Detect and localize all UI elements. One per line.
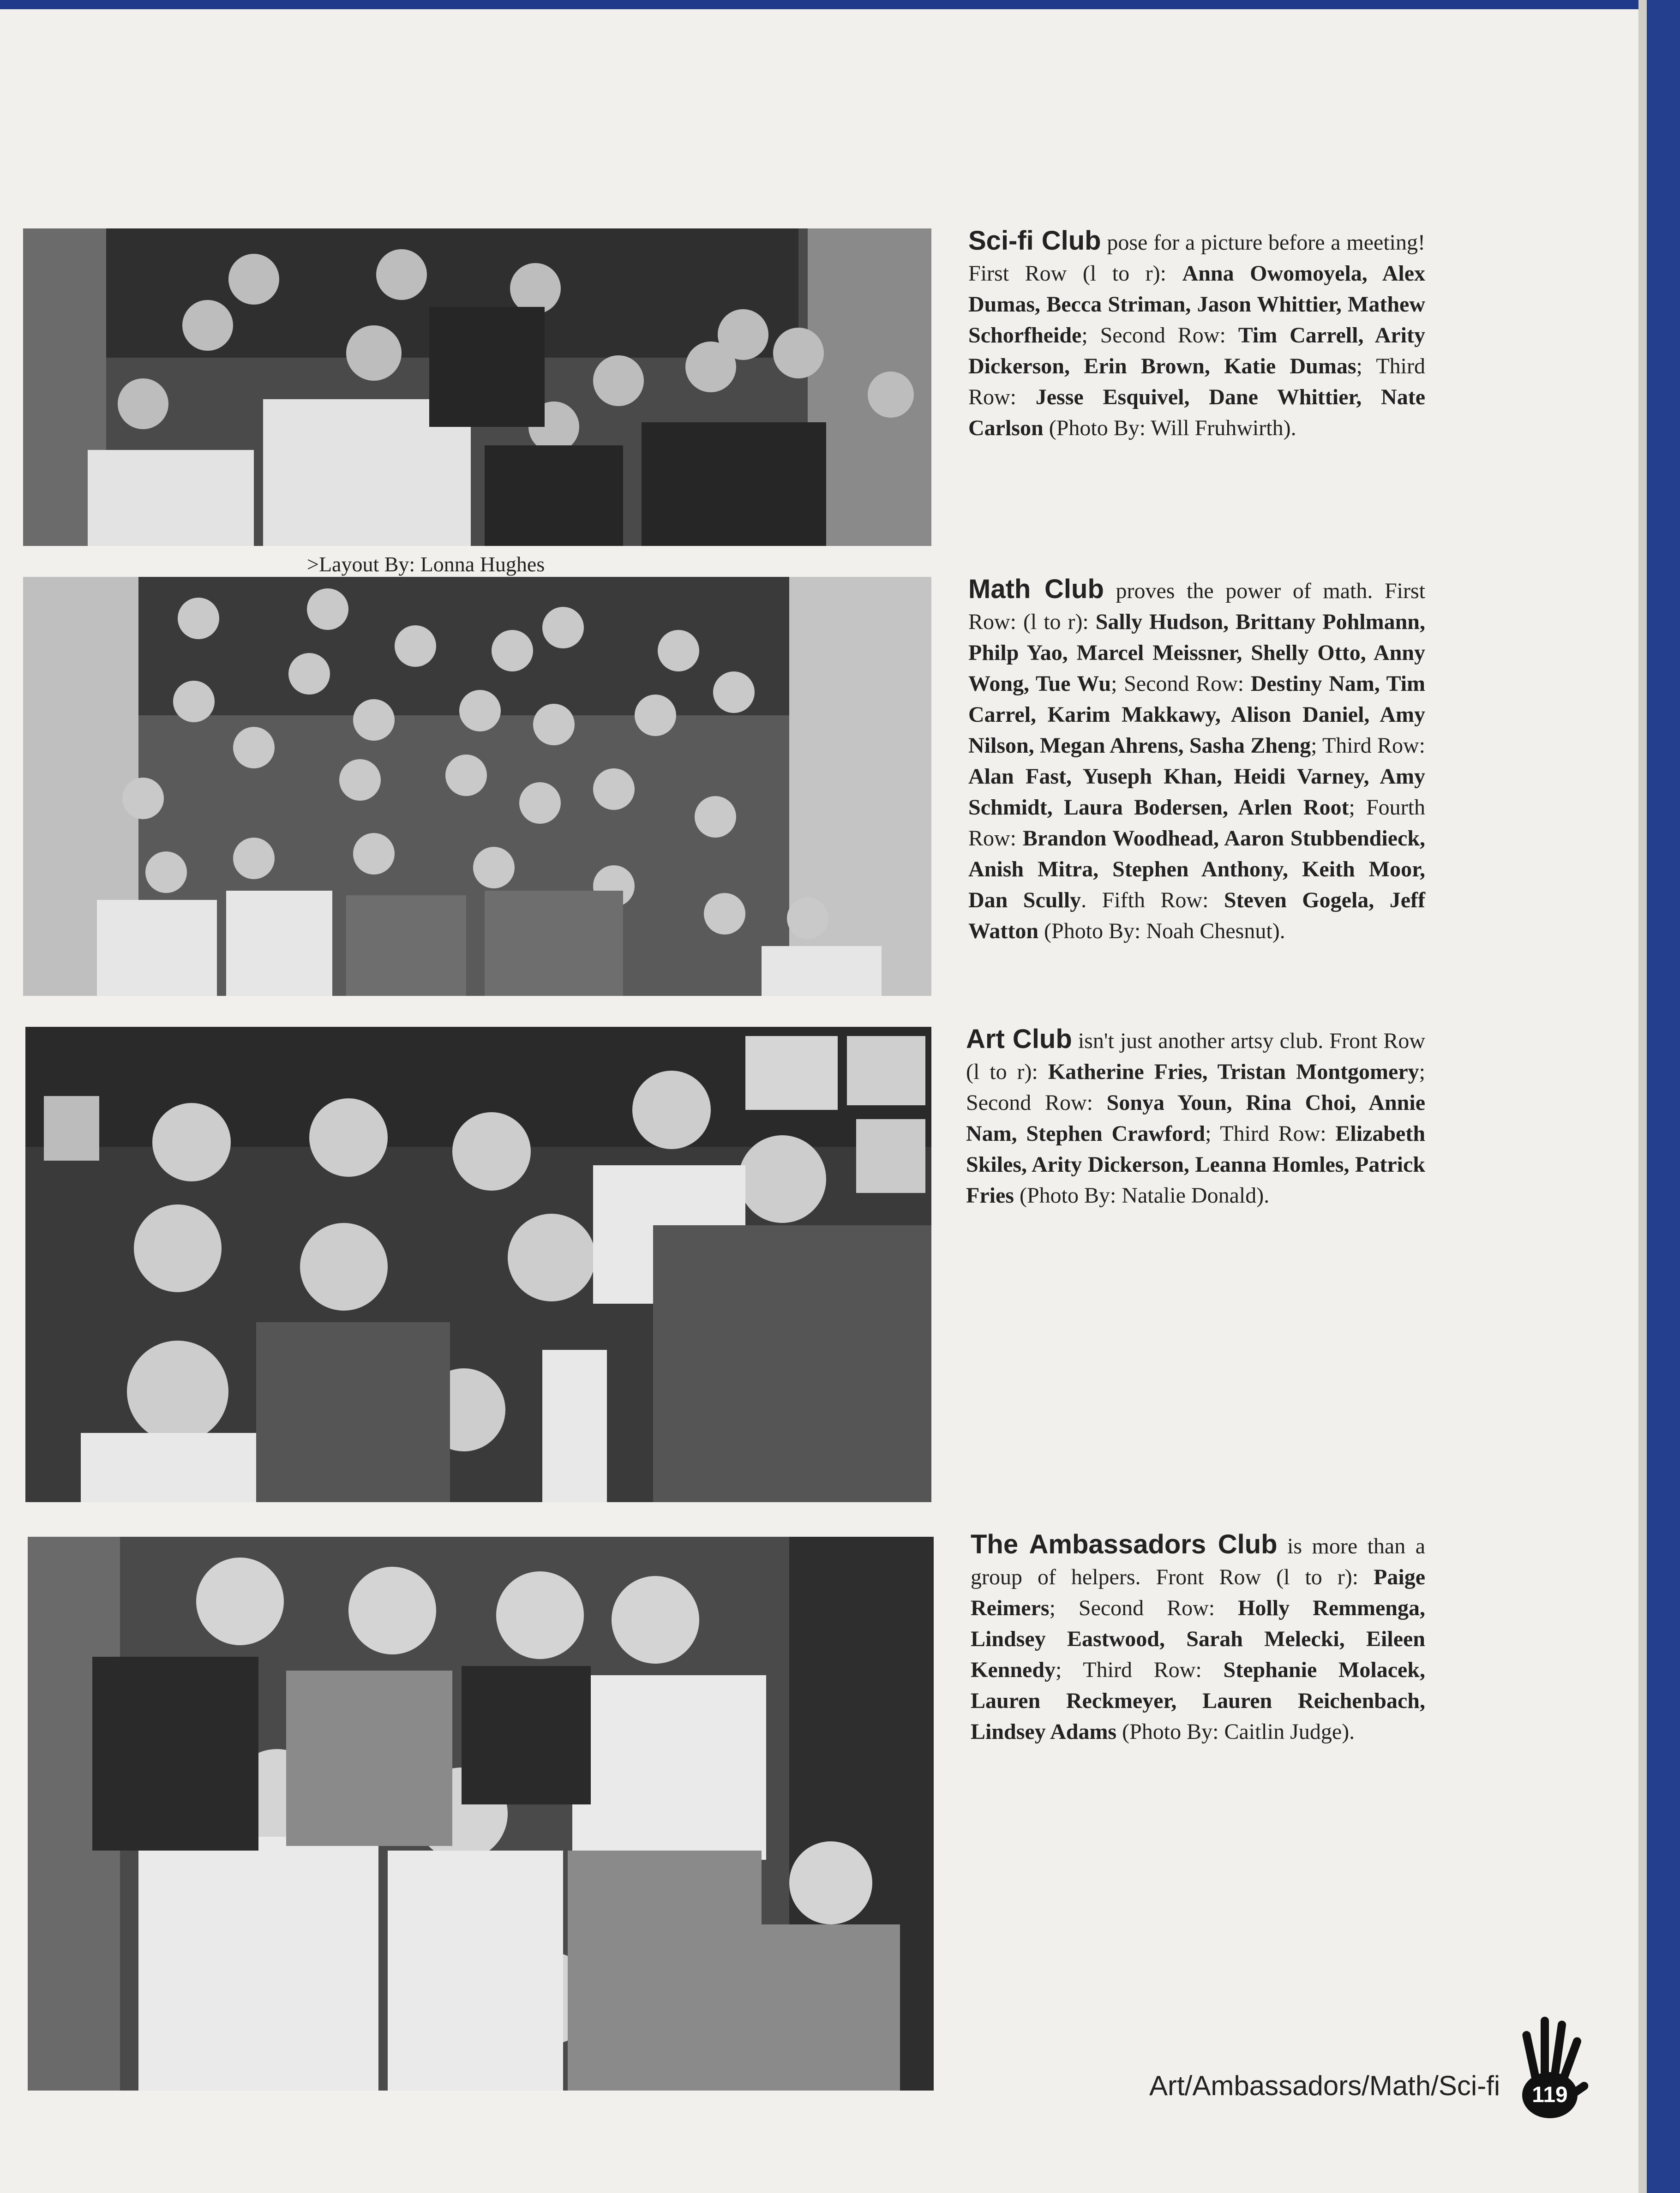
art-club-caption: [966, 1024, 1425, 1211]
art-club-title: Art Club: [966, 1024, 1072, 1054]
math-row1-names: Sally Hudson, Brittany Pohlmann, Philp Yao, Marcel Meissner, Shelly Otto, Anny Wong, Tue Wu: [968, 610, 1426, 696]
art-row1-names: Katherine Fries, Tristan Montgomery: [1048, 1060, 1419, 1084]
layout-credit: >Layout By: Lonna Hughes: [307, 552, 545, 576]
ambassadors-club-title: The Ambassadors Club: [971, 1529, 1278, 1559]
ambassadors-row3-names: Stephanie Molacek, Lauren Reckmeyer, Lauren Reichenbach, Lindsey Adams: [971, 1658, 1425, 1744]
math-club-caption: [968, 574, 1425, 947]
art-intro: isn't just another artsy club. Front Row (l to r):: [966, 1029, 1426, 1084]
scifi-row3-names: Jesse Esquivel, Dane Whittier, Nate Carlson: [968, 385, 1425, 440]
math-row4-label: ; Fourth Row:: [968, 795, 1425, 851]
ambassadors-club-caption: [971, 1529, 1425, 1747]
ambassadors-row3-label: ; Third Row:: [1056, 1658, 1224, 1682]
ambassadors-row2-label: ; Second Row:: [1049, 1596, 1238, 1620]
art-row2-names: Sonya Youn, Rina Choi, Annie Nam, Stephen Crawford: [966, 1091, 1425, 1146]
math-row3-label: ; Third Row:: [1311, 733, 1425, 758]
right-cover-edge: [1638, 0, 1680, 2193]
scifi-intro: pose for a picture before a meeting! First Row (l to r):: [968, 230, 1425, 286]
page-number-badge: [1518, 2012, 1592, 2118]
math-row5-label: . Fifth Row:: [1081, 888, 1224, 912]
art-club-photo: [25, 1027, 931, 1502]
ambassadors-intro: is more than a group of helpers. Front Row (l to r):: [971, 1534, 1425, 1589]
scifi-row3-label: ; Third Row:: [968, 354, 1426, 409]
top-cover-edge: [0, 0, 1638, 9]
math-club-title: Math Club: [968, 574, 1104, 604]
ambassadors-photo-credit: (Photo By: Caitlin Judge).: [1116, 1720, 1355, 1744]
section-folio: Art/Ambassadors/Math/Sci-fi: [1149, 2070, 1500, 2101]
ambassadors-club-photo: [28, 1537, 934, 2091]
math-row2-names: Destiny Nam, Tim Carrel, Karim Makkawy, Alison Daniel, Amy Nilson, Megan Ahrens, Sasha Zheng: [968, 671, 1426, 758]
math-row5-names: Steven Gogela, Jeff Watton: [968, 888, 1425, 943]
math-photo-credit: (Photo By: Noah Chesnut).: [1038, 919, 1285, 943]
math-row3-names: Alan Fast, Yuseph Khan, Heidi Varney, Amy Schmidt, Laura Bodersen, Arlen Root: [968, 764, 1425, 820]
math-row2-label: ; Second Row:: [1111, 671, 1251, 696]
ambassadors-row2-names: Holly Remmenga, Lindsey Eastwood, Sarah Melecki, Eileen Kennedy: [971, 1596, 1425, 1682]
scifi-row1-names: Anna Owomoyela, Alex Dumas, Becca Striman, Jason Whittier, Mathew Schorfheide: [968, 261, 1426, 348]
page-number: 119: [1532, 2083, 1568, 2107]
scifi-row2-names: Tim Carrell, Arity Dickerson, Erin Brown, Katie Dumas: [968, 323, 1426, 378]
scifi-club-caption: [968, 225, 1425, 443]
scifi-photo-credit: (Photo By: Will Fruhwirth).: [1043, 416, 1296, 440]
art-photo-credit: (Photo By: Natalie Donald).: [1014, 1183, 1270, 1208]
math-row4-names: Brandon Woodhead, Aaron Stubbendieck, Anish Mitra, Stephen Anthony, Keith Moor, Dan Scully: [968, 826, 1426, 912]
art-row2-label: ; Second Row:: [966, 1060, 1425, 1115]
math-club-photo: [23, 577, 931, 996]
ambassadors-row1-names: Paige Reimers: [971, 1565, 1425, 1620]
scifi-club-photo: [23, 228, 931, 546]
art-row3-names: Elizabeth Skiles, Arity Dickerson, Leanna Homles, Patrick Fries: [966, 1121, 1426, 1208]
art-row3-label: ; Third Row:: [1205, 1121, 1336, 1146]
scifi-club-title: Sci-fi Club: [968, 226, 1101, 256]
math-intro: proves the power of math. First Row: (l to r):: [968, 579, 1425, 634]
scifi-row2-label: ; Second Row:: [1081, 323, 1238, 348]
